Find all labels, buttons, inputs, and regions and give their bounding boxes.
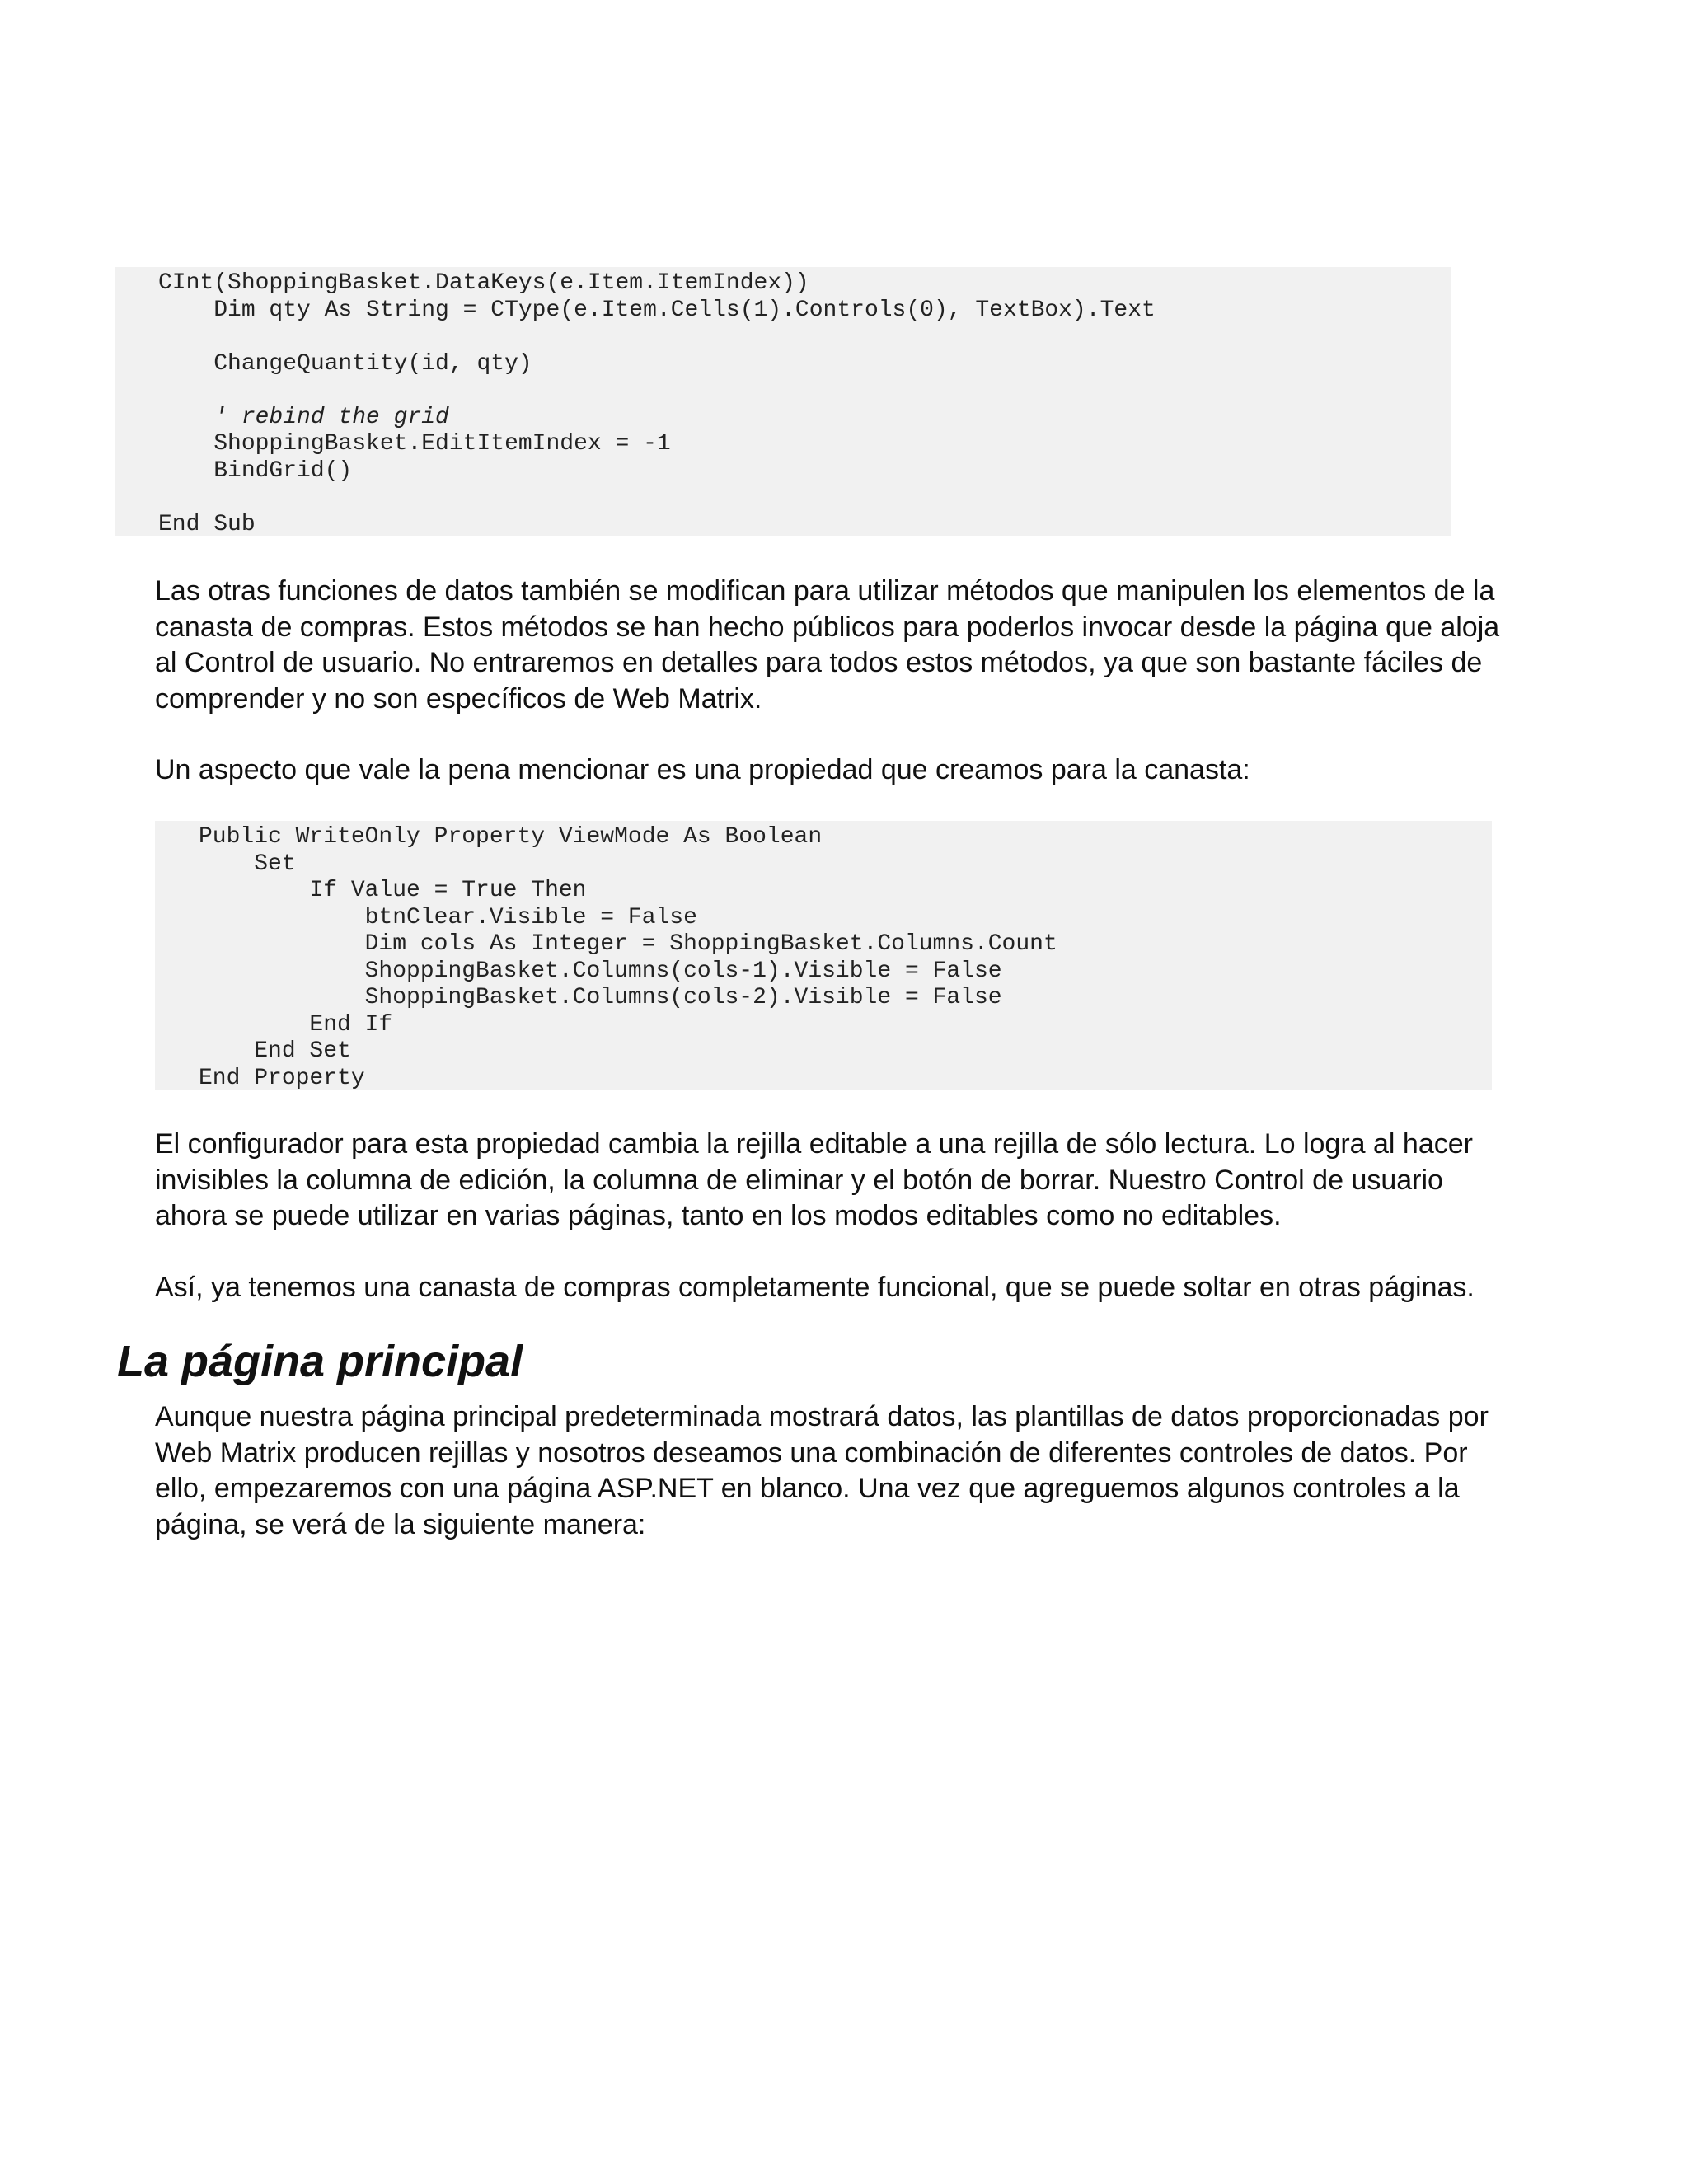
section-heading: La página principal bbox=[117, 1337, 523, 1386]
code-line: End Set bbox=[199, 1038, 351, 1064]
code-block-2 bbox=[155, 821, 1492, 1090]
code-line: End Property bbox=[199, 1065, 365, 1091]
code-line bbox=[158, 377, 1451, 405]
code-line: ShoppingBasket.Columns(cols-2).Visible = False bbox=[199, 985, 1002, 1010]
code-line: Public WriteOnly Property ViewMode As Boolean bbox=[199, 824, 823, 850]
code-line: End If bbox=[199, 1011, 393, 1038]
code-block-1 bbox=[115, 267, 1451, 536]
code-line: Set bbox=[199, 851, 296, 877]
code-line: ShoppingBasket.EditItemIndex = -1 bbox=[158, 431, 671, 457]
code-line: ShoppingBasket.Columns(cols-1).Visible = False bbox=[199, 958, 1002, 984]
paragraph-setter-explanation: El configurador para esta propiedad cambia la rejilla editable a una rejilla de sólo lectura. Lo logra al hacer invisibles la columna de edición, la columna de eliminar y el botón de borrar. Nuestro Control de usuario ahora se puede utilizar en varias páginas, tanto en los modos editables como no editables. bbox=[155, 1128, 1473, 1231]
paragraph-data-functions: Las otras funciones de datos también se modifican para utilizar métodos que manipulen los elementos de la canasta de compras. Estos métodos se han hecho públicos para poderlos invocar desde la página que aloja al Control de usuario. No entraremos en detalles para todos estos métodos, ya que son bastante fáciles de comprender y no son específicos de Web Matrix. bbox=[155, 575, 1500, 715]
code-line: End Sub bbox=[158, 511, 256, 537]
code-line bbox=[158, 485, 1451, 512]
code-line: btnClear.Visible = False bbox=[199, 904, 697, 930]
code-line: Dim qty As String = CType(e.Item.Cells(1).Controls(0), TextBox).Text bbox=[158, 297, 1156, 323]
code-line: Dim cols As Integer = ShoppingBasket.Columns.Count bbox=[199, 931, 1057, 957]
paragraph-conclusion: Así, ya tenemos una canasta de compras completamente funcional, que se puede soltar en otras páginas. bbox=[155, 1272, 1475, 1303]
code-line bbox=[158, 324, 1451, 351]
paragraph-property-intro: Un aspecto que vale la pena mencionar es una propiedad que creamos para la canasta: bbox=[155, 754, 1250, 785]
code-comment-line: ' rebind the grid bbox=[158, 404, 449, 430]
code-line: If Value = True Then bbox=[199, 878, 587, 903]
code-line: CInt(ShoppingBasket.DataKeys(e.Item.ItemIndex)) bbox=[158, 270, 809, 296]
paragraph-main-page: Aunque nuestra página principal predeterminada mostrará datos, las plantillas de datos proporcionadas por Web Matrix producen rejillas y nosotros deseamos una combinación de diferentes controles de datos. Por ello, empezaremos con una página ASP.NET en blanco. Una vez que agreguemos algunos controles a la página, se verá de la siguiente manera: bbox=[155, 1401, 1489, 1540]
code-line: BindGrid() bbox=[158, 457, 353, 484]
code-line: ChangeQuantity(id, qty) bbox=[158, 350, 532, 377]
